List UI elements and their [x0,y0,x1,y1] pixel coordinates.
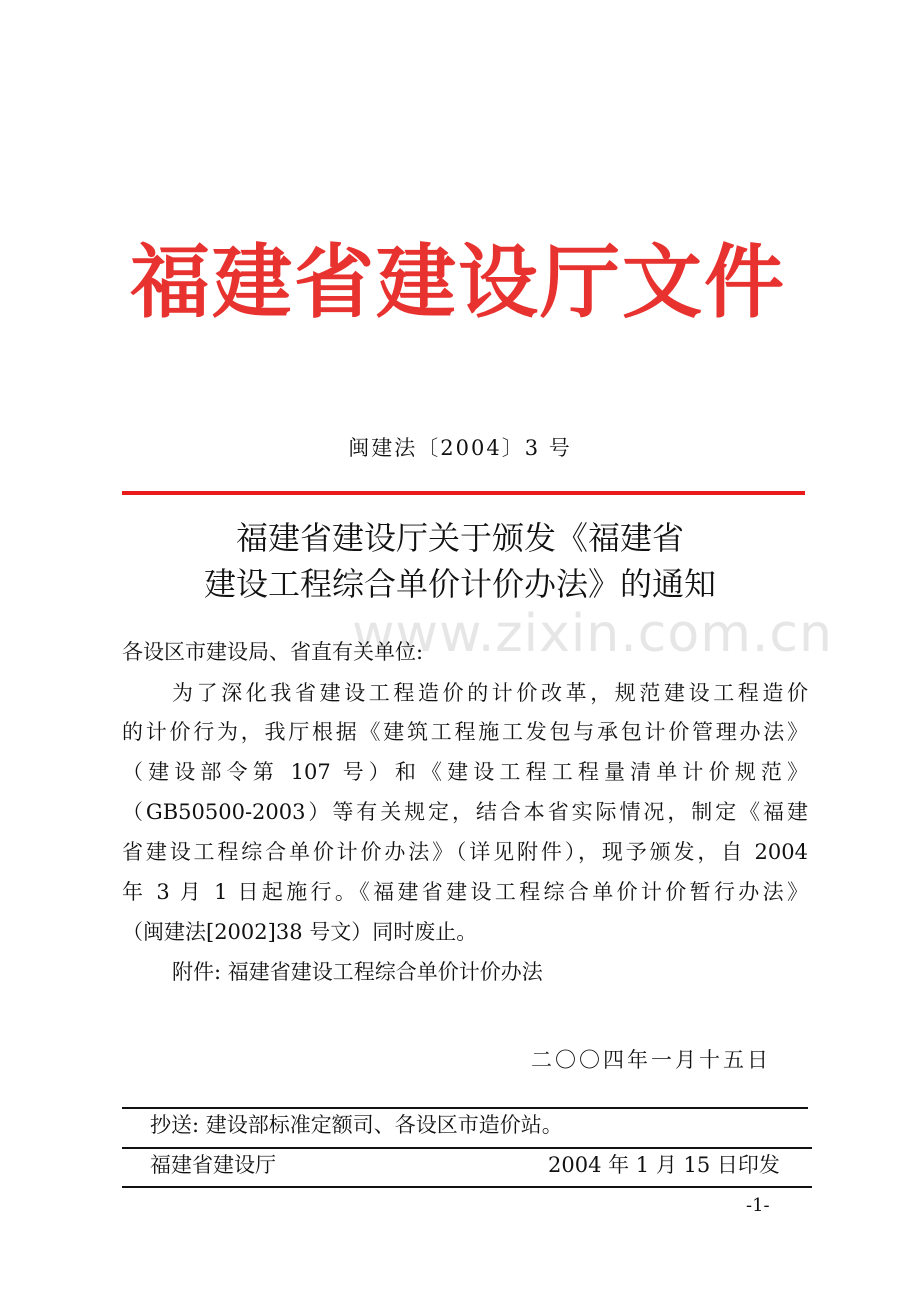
red-divider [122,491,805,495]
page-number: -1- [746,1195,770,1216]
body-line: （闽建法[2002]38 号文）同时废止。 [122,920,478,944]
salutation: 各设区市建设局、省直有关单位: [122,640,424,664]
issuer: 福建省建设厅 [150,1153,276,1177]
body-line: （建设部令第 107 号）和《建设工程工程量清单计价规范》 [122,760,808,784]
notice-title-line-1: 福建省建设厅关于颁发《福建省 [235,519,684,557]
footer-rule-top [122,1107,808,1109]
footer-rule-middle [122,1147,812,1149]
watermark: www.zixin.com.cn [352,604,833,664]
body-line: （GB50500-2003）等有关规定，结合本省实际情况，制定《福建 [122,800,808,824]
attachment-note: 附件: 福建省建设工程综合单价计价办法 [172,960,543,984]
notice-title-line-2: 建设工程综合单价计价办法》的通知 [203,565,716,603]
document-number: 闽建法〔2004〕3 号 [348,436,572,460]
cc-recipients: 抄送: 建设部标准定额司、各设区市造价站。 [150,1113,563,1137]
footer-rule-bottom [122,1186,812,1188]
document-date: 二〇〇四年一月十五日 [531,1048,771,1072]
body-line: 年 3 月 1 日起施行。《福建省建设工程综合单价计价暂行办法》 [122,880,808,904]
body-line: 为了深化我省建设工程造价的计价改革，规范建设工程造价 [172,681,808,705]
body-line: 的计价行为，我厅根据《建筑工程施工发包与承包计价管理办法》 [122,720,808,744]
body-line: 省建设工程综合单价计价办法》（详见附件），现予颁发，自 2004 [122,840,808,864]
document-header-title: 福建省建设厅文件 [130,235,786,329]
issue-date: 2004 年 1 月 15 日印发 [548,1153,780,1177]
